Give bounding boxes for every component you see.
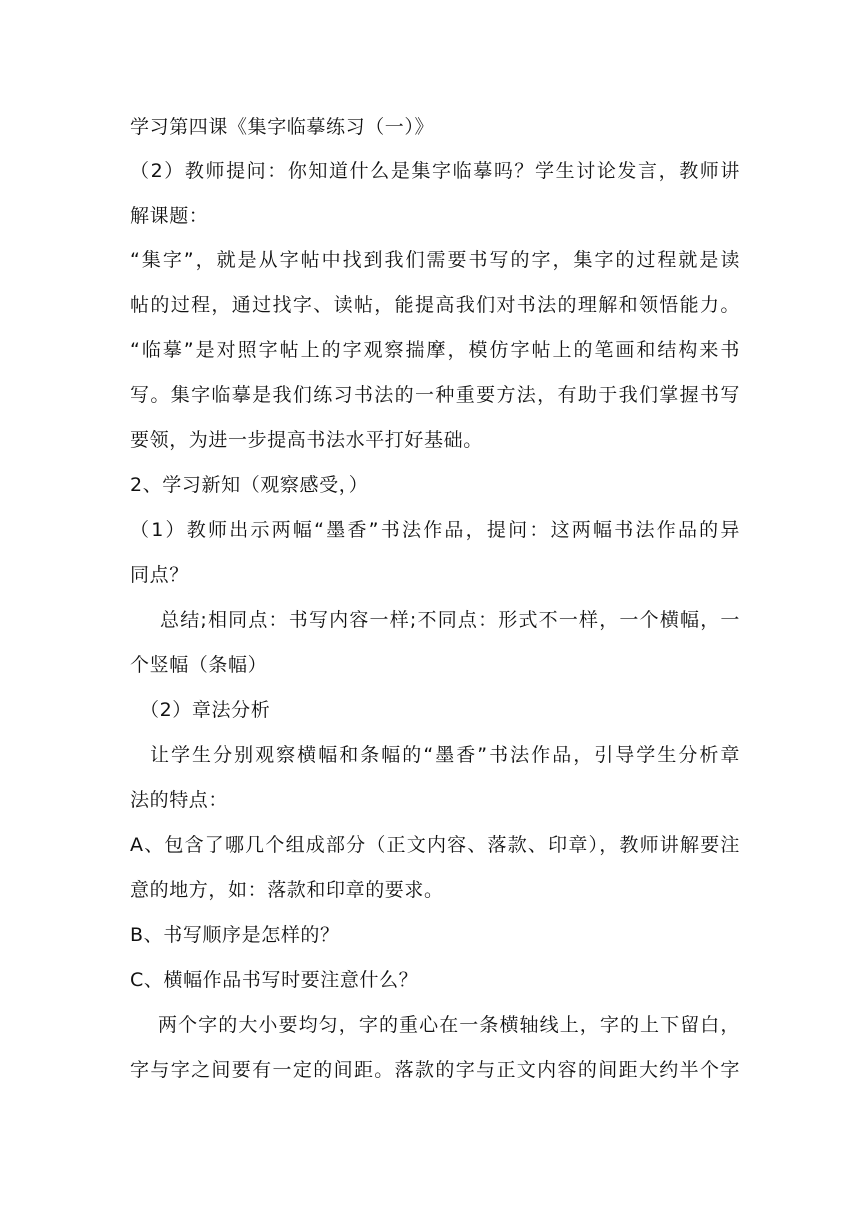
text-line: （1）教师出示两幅“墨香”书法作品，提问：这两幅书法作品的异 bbox=[130, 519, 740, 541]
text-line: 要领，为进一步提高书法水平打好基础。 bbox=[130, 429, 483, 451]
text-line: “临摹”是对照字帖上的字观察揣摩，模仿字帖上的笔画和结构来书 bbox=[130, 339, 740, 361]
text-line: B、书写顺序是怎样的？ bbox=[130, 924, 340, 946]
text-line: 学习第四课《集字临摹练习（一）》 bbox=[130, 116, 435, 138]
text-line: （2）章法分析 bbox=[140, 699, 271, 721]
text-line: 法的特点： bbox=[130, 789, 229, 811]
text-line: 两个字的大小要均匀，字的重心在一条横轴线上，字的上下留白， bbox=[158, 1014, 740, 1036]
text-line: 让学生分别观察横幅和条幅的“墨香”书法作品，引导学生分析章 bbox=[150, 744, 740, 766]
text-line: 帖的过程，通过找字、读帖，能提高我们对书法的理解和领悟能力。 bbox=[130, 294, 740, 316]
text-line: 总结;相同点：书写内容一样;不同点：形式不一样，一个横幅，一 bbox=[160, 609, 740, 631]
text-line: 个竖幅（条幅） bbox=[130, 654, 268, 676]
text-line: （2）教师提问：你知道什么是集字临摹吗？学生讨论发言，教师讲 bbox=[130, 160, 740, 182]
text-line: A、包含了哪几个组成部分（正文内容、落款、印章），教师讲解要注 bbox=[130, 834, 740, 856]
section-heading: 2、学习新知（观察感受，） bbox=[130, 474, 369, 496]
text-line: 同点？ bbox=[130, 564, 189, 586]
text-line: 意的地方，如：落款和印章的要求。 bbox=[130, 879, 444, 901]
text-line: 写。集字临摹是我们练习书法的一种重要方法，有助于我们掌握书写 bbox=[130, 384, 740, 406]
text-line: “集字”，就是从字帖中找到我们需要书写的字，集字的过程就是读 bbox=[130, 249, 740, 271]
text-line: C、横幅作品书写时要注意什么？ bbox=[130, 969, 419, 991]
text-line: 解课题： bbox=[130, 205, 209, 227]
text-line: 字与字之间要有一定的间距。落款的字与正文内容的间距大约半个字 bbox=[130, 1059, 740, 1081]
